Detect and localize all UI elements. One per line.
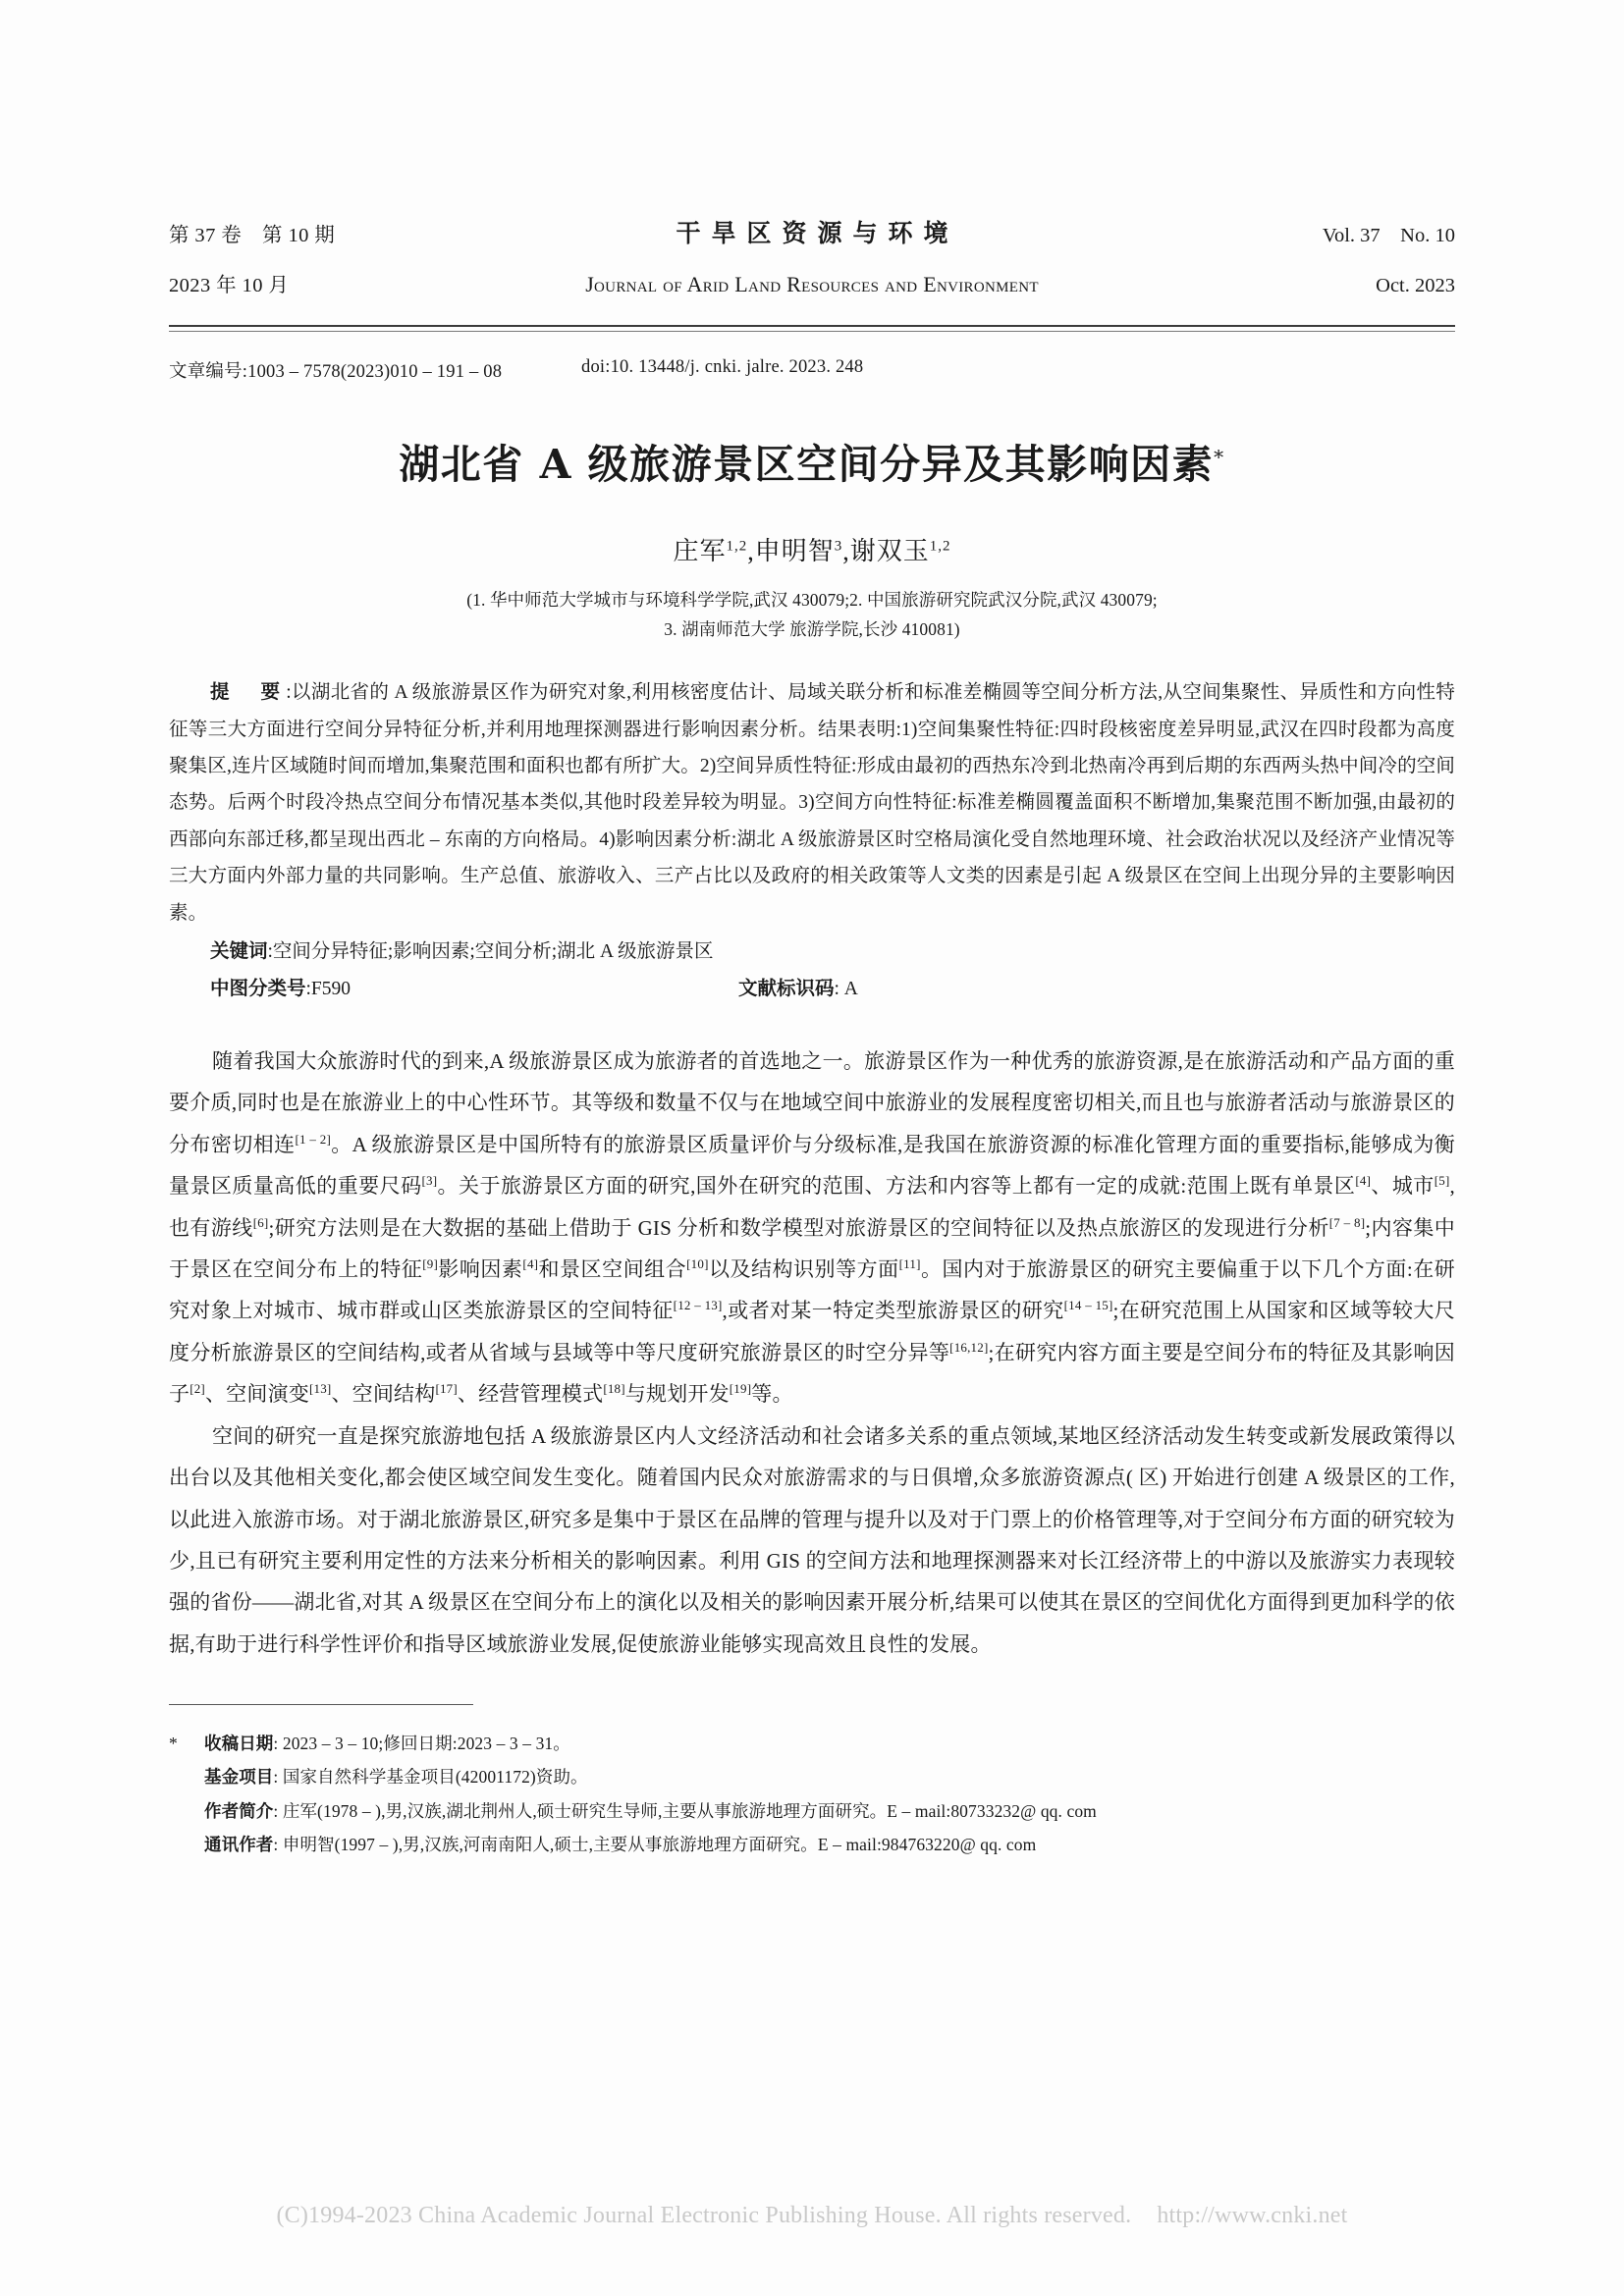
citation-reference[interactable]: [13]	[308, 1381, 332, 1397]
citation-reference[interactable]: [10]	[686, 1256, 709, 1272]
document-code-value: : A	[834, 978, 858, 999]
author-3-name: ,谢双玉	[842, 536, 930, 565]
footnote-label: 收稿日期	[204, 1734, 274, 1754]
citation-reference[interactable]: [1 – 2]	[295, 1131, 332, 1147]
footnote-marker	[169, 1760, 204, 1793]
title-footnote-marker: *	[1214, 444, 1225, 468]
cnki-copyright-text: (C)1994-2023 China Academic Journal Electronic Publishing House. All rights reserved.	[276, 2203, 1132, 2228]
footnote-block	[169, 1727, 1455, 1861]
footnote-text: 通讯作者: 申明智(1997 – ),男,汉族,河南南阳人,硕士,主要从事旅游地理方面研究。E – mail:984763220@ qq. com	[204, 1835, 1037, 1855]
affiliation-line-1: (1. 华中师范大学城市与环境科学学院,武汉 430079;2. 中国旅游研究院武汉分院,武汉 430079;	[466, 589, 1158, 610]
citation-reference[interactable]: [2]	[189, 1381, 205, 1397]
masthead-divider	[169, 325, 1455, 332]
footnote-text: 基金项目: 国家自然科学基金项目(42001172)资助。	[204, 1767, 588, 1788]
footnote-item	[169, 1828, 1455, 1861]
footnote-label: 通讯作者	[204, 1835, 274, 1855]
footnote-label: 基金项目	[204, 1767, 274, 1788]
keywords-value: :空间分异特征;影响因素;空间分析;湖北 A 级旅游景区	[267, 941, 714, 963]
page-title	[169, 438, 1455, 492]
abstract-label: 提 要	[210, 682, 287, 704]
clc-number-group	[169, 971, 738, 1007]
citation-reference[interactable]: [18]	[603, 1381, 625, 1397]
document-code-group	[738, 971, 1455, 1007]
citation-reference[interactable]: [3]	[421, 1173, 438, 1189]
citation-reference[interactable]: [11]	[898, 1256, 921, 1272]
footnote-marker	[169, 1794, 204, 1828]
author-1-name: 庄军	[673, 536, 727, 565]
article-number: 文章编号:1003 – 7578(2023)010 – 191 – 08	[169, 361, 503, 382]
issue-date-en: Oct. 2023	[1376, 275, 1455, 296]
article-title-text: 湖北省 A 级旅游景区空间分异及其影响因素	[399, 440, 1215, 488]
classification-row	[169, 971, 1455, 1007]
cnki-copyright-footer	[0, 2203, 1624, 2229]
citation-reference[interactable]: [6]	[252, 1214, 269, 1230]
author-2-affil-marker: 3	[834, 538, 843, 555]
clc-number-value: :F590	[305, 978, 352, 999]
journal-title-en: Journal of Arid Land Resources and Environment	[585, 272, 1039, 296]
journal-title-cn: 干旱区资源与环境	[676, 219, 959, 247]
document-code-label: 文献标识码	[738, 978, 835, 999]
journal-title-cn-wrap	[463, 214, 1161, 249]
footnote-text: 作者简介: 庄军(1978 – ),男,汉族,湖北荆州人,硕士研究生导师,主要从事旅游地理方面研究。E – mail:80733232@ qq. com	[204, 1800, 1097, 1821]
clc-number-label: 中图分类号	[210, 978, 306, 999]
citation-reference[interactable]: [14 – 15]	[1063, 1298, 1113, 1313]
citation-reference[interactable]: [16,12]	[949, 1339, 989, 1355]
footnote-divider	[169, 1704, 473, 1705]
volume-issue-cn: 第 37 卷 第 10 期	[169, 225, 336, 246]
author-3-affil-marker: 1,2	[929, 538, 951, 555]
issue-date-cn: 2023 年 10 月	[169, 275, 290, 296]
abstract-block	[169, 674, 1455, 932]
body-paragraph: 空间的研究一直是探究旅游地包括 A 级旅游景区内人文经济活动和社会诸多关系的重点领域,某地区经济活动发生转变或新发展政策得以出台以及其他相关变化,都会使区域空间发生变化。随着国内民众对旅游需求的与日俱增,众多旅游资源点( 区) 开始进行创建 A 级景区的工作,以此进入旅游市场。对于湖北旅游景区,研究多是集中于景区在品牌的管理与提升以及对于门票上的价格管理等,对于空间分布方面的研究较为少,且已有研究主要利用定性的方法来分析相关的影响因素。利用 GIS 的空间方法和地理探测器来对长江经济带上的中游以及旅游实力表现较强的省份——湖北省,对其 A 级景区在空间分布上的演化以及相关的影响因素开展分析,结果可以使其在景区的空间优化方面得到更加科学的依据,有助于进行科学性评价和指导区域旅游业发展,促使旅游业能够实现高效且良性的发展。	[169, 1423, 1455, 1656]
footnote-item	[169, 1760, 1455, 1793]
masthead-row-2	[169, 268, 1455, 297]
footnote-marker	[169, 1828, 204, 1861]
author-list	[169, 531, 1455, 567]
citation-reference[interactable]: [9]	[422, 1256, 439, 1272]
affiliation-line-2: 3. 湖南师范大学 旅游学院,长沙 410081)	[664, 619, 960, 640]
footnote-item	[169, 1727, 1455, 1760]
footnote-text: 收稿日期: 2023 – 3 – 10;修回日期:2023 – 3 – 31。	[204, 1734, 570, 1754]
masthead-row-1	[169, 214, 1455, 249]
citation-reference[interactable]: [4]	[1355, 1173, 1372, 1189]
keywords-label: 关键词	[210, 941, 268, 963]
citation-reference[interactable]: [19]	[729, 1381, 752, 1397]
citation-reference[interactable]: [4]	[522, 1256, 539, 1272]
affiliations	[169, 585, 1455, 645]
abstract-text: :以湖北省的 A 级旅游景区作为研究对象,利用核密度估计、局域关联分析和标准差椭圆等空间分析方法,从空间集聚性、异质性和方向性特征等三大方面进行空间分异特征分析,并利用地理探测器进行影响因素分析。结果表明:1)空间集聚性特征:四时段核密度差异明显,武汉在四时段都为高度聚集区,连片区域随时间而增加,集聚范围和面积也都有所扩大。2)空间异质性特征:形成由最初的西热东冷到北热南冷再到后期的东西两头热中间冷的空间态势。后两个时段冷热点空间分布情况基本类似,其他时段差异较为明显。3)空间方向性特征:标准差椭圆覆盖面积不断增加,集聚范围不断加强,由最初的西部向东部迁移,都呈现出西北 – 东南的方向格局。4)影响因素分析:湖北 A 级旅游景区时空格局演化受自然地理环境、社会政治状况以及经济产业情况等三大方面内外部力量的共同影响。生产总值、旅游收入、三产占比以及政府的相关政策等人文类的因素是引起 A 级景区在空间上出现分异的主要影响因素。	[169, 682, 1455, 924]
footnote-label: 作者简介	[204, 1800, 274, 1821]
footnote-item	[169, 1794, 1455, 1828]
journal-title-en-wrap	[463, 272, 1161, 297]
masthead	[169, 0, 1455, 332]
author-2-name: ,申明智	[747, 536, 835, 565]
article-body	[169, 1041, 1455, 1665]
citation-reference[interactable]: [17]	[435, 1381, 458, 1397]
article-meta-row	[169, 357, 1455, 383]
page-content-column	[169, 0, 1455, 1861]
author-1-affil-marker: 1,2	[726, 538, 748, 555]
article-doi: doi:10. 13448/j. cnki. jalre. 2023. 248	[581, 356, 864, 377]
volume-issue-en: Vol. 37 No. 10	[1322, 225, 1455, 246]
citation-reference[interactable]: [5]	[1434, 1173, 1450, 1189]
cnki-url[interactable]: http://www.cnki.net	[1157, 2203, 1348, 2228]
citation-reference[interactable]: [12 – 13]	[673, 1298, 723, 1313]
footnote-marker: *	[169, 1734, 178, 1754]
citation-reference[interactable]: [7 – 8]	[1328, 1214, 1366, 1230]
keywords-row	[169, 934, 1455, 970]
body-paragraph: 随着我国大众旅游时代的到来,A 级旅游景区成为旅游者的首选地之一。旅游景区作为一种优秀的旅游资源,是在旅游活动和产品方面的重要介质,同时也是在旅游业上的中心性环节。其等级和数量不仅与在地域空间中旅游业的发展程度密切相关,而且也与旅游者活动与旅游景区的分布密切相连[1 – 2]。A 级旅游景区是中国所特有的旅游景区质量评价与分级标准,是我国在旅游资源的标准化管理方面的重要指标,能够成为衡量景区质量高低的重要尺码[3]。关于旅游景区方面的研究,国外在研究的范围、方法和内容等上都有一定的成就:范围上既有单景区[4]、城市[5],也有游线[6];研究方法则是在大数据的基础上借助于 GIS 分析和数学模型对旅游景区的空间特征以及热点旅游区的发现进行分析[7 – 8];内容集中于景区在空间分布上的特征[9]影响因素[4]和景区空间组合[10]以及结构识别等方面[11]。国内对于旅游景区的研究主要偏重于以下几个方面:在研究对象上对城市、城市群或山区类旅游景区的空间特征[12 – 13],或者对某一特定类型旅游景区的研究[14 – 15];在研究范围上从国家和区域等较大尺度分析旅游景区的空间结构,或者从省域与县域等中等尺度研究旅游景区的时空分异等[16,12];在研究内容方面主要是空间分布的特征及其影响因子[2]、空间演变[13]、空间结构[17]、经营管理模式[18]与规划开发[19]等。	[169, 1049, 1456, 1407]
